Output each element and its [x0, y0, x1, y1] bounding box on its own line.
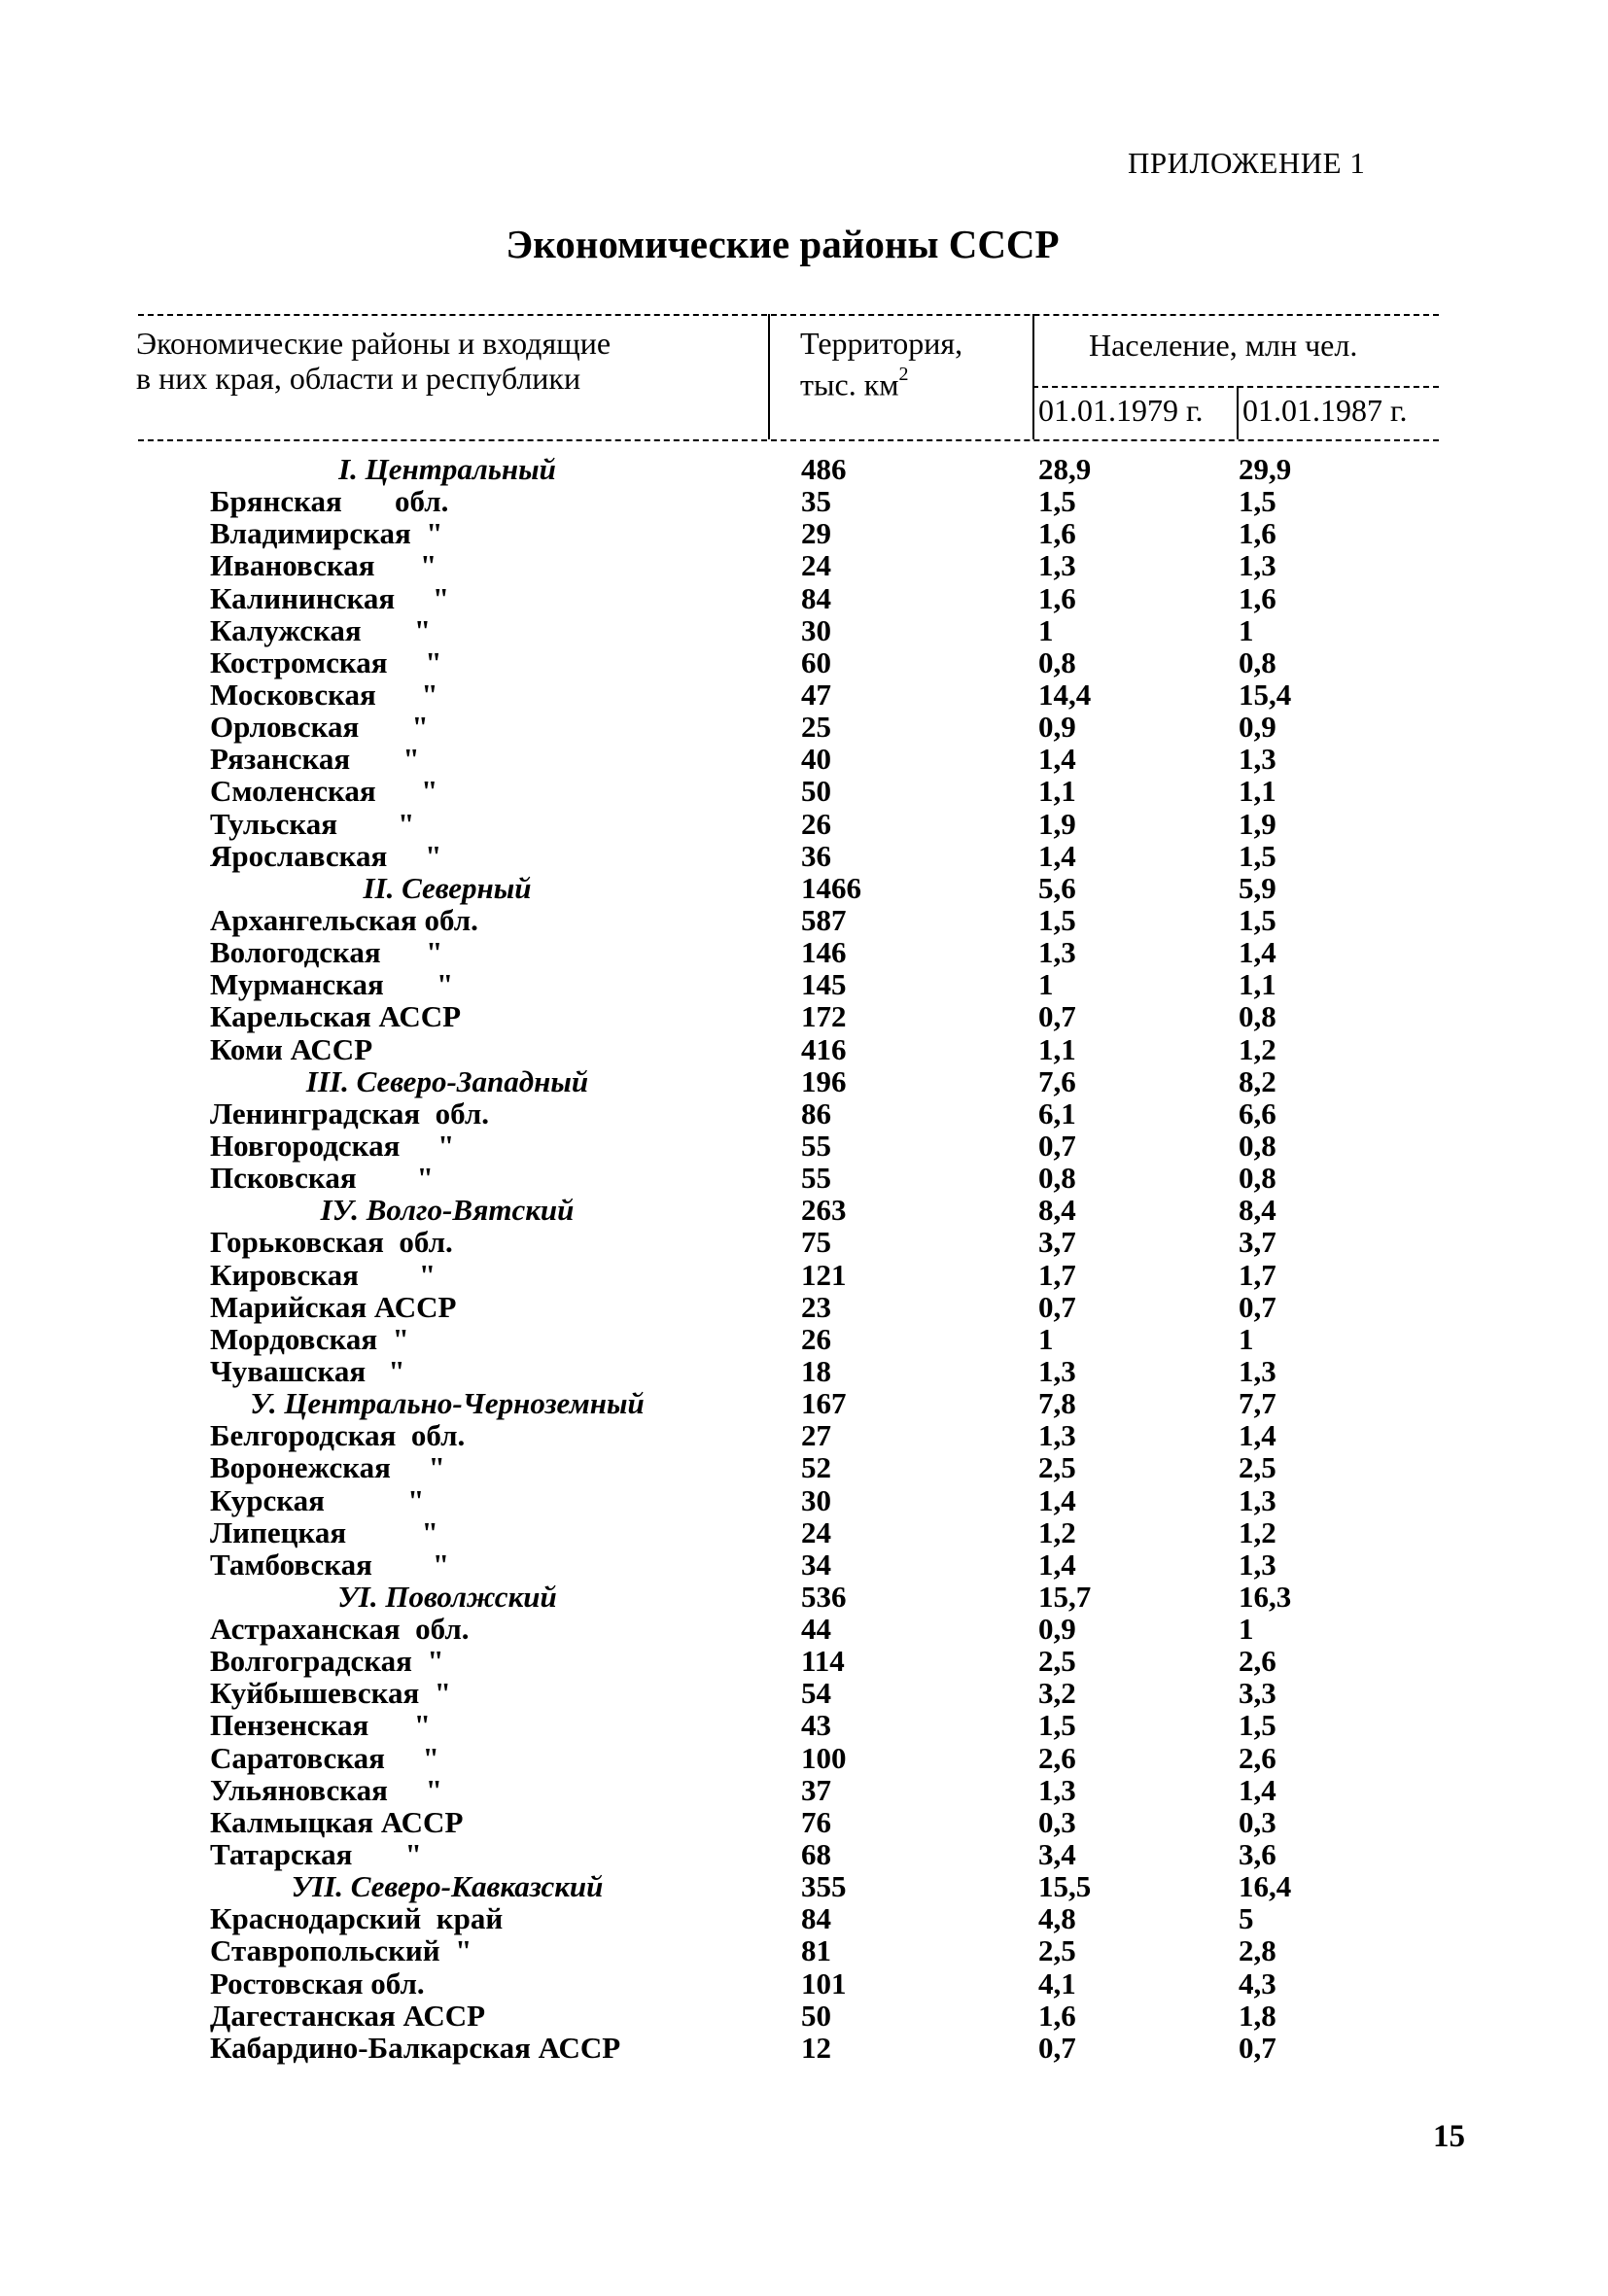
area-value: 27: [801, 1418, 831, 1453]
table-row: [0, 1613, 1608, 1645]
region-name: Калмыцкая АССР: [210, 1804, 464, 1839]
table-row: [0, 968, 1608, 1000]
area-value: 75: [801, 1225, 831, 1260]
district-row: [0, 1581, 1608, 1613]
table-row: [0, 1355, 1608, 1387]
district-row: [0, 872, 1608, 904]
population-1987: 1,1: [1239, 774, 1276, 809]
region-name: Мурманская ": [210, 967, 454, 1002]
population-1987: 3,7: [1239, 1225, 1276, 1260]
population-1979: 2,5: [1038, 1644, 1076, 1679]
table-row: [0, 582, 1608, 614]
region-name: У. Центрально-Черноземный: [250, 1386, 645, 1421]
area-value: 84: [801, 1901, 831, 1936]
region-name: Марийская АССР: [210, 1289, 457, 1324]
region-name: Калининская ": [210, 580, 450, 615]
population-1987: 1: [1239, 612, 1254, 647]
region-name: Чувашская ": [210, 1353, 405, 1388]
population-1987: 0,8: [1239, 999, 1276, 1034]
table-row: [0, 646, 1608, 678]
region-name: Ростовская обл.: [210, 1966, 425, 2000]
region-name: Кировская ": [210, 1257, 437, 1292]
area-value: 37: [801, 1772, 831, 1807]
population-1979: 0,7: [1038, 1289, 1076, 1324]
area-value: 263: [801, 1193, 847, 1228]
population-1987: 1,6: [1239, 580, 1276, 615]
area-value: 84: [801, 580, 831, 615]
region-name: Владимирская ": [210, 516, 443, 551]
header-area-sup: 2: [898, 364, 909, 385]
population-1979: 1,3: [1038, 1418, 1076, 1453]
population-1979: 3,4: [1038, 1837, 1076, 1872]
table-row: [0, 840, 1608, 872]
area-value: 47: [801, 677, 831, 712]
population-1979: 1,6: [1038, 580, 1076, 615]
table-row: [0, 1259, 1608, 1291]
population-1987: 1,3: [1239, 1547, 1276, 1582]
area-value: 1466: [801, 870, 861, 905]
table-row: [0, 1806, 1608, 1838]
table-row: [0, 1645, 1608, 1677]
population-1979: 2,5: [1038, 1450, 1076, 1485]
population-1987: 3,6: [1239, 1837, 1276, 1872]
region-name: Горьковская обл.: [210, 1225, 453, 1260]
population-1987: 1,8: [1239, 1998, 1276, 2033]
population-1987: 1,5: [1239, 902, 1276, 937]
population-1987: 0,7: [1239, 1289, 1276, 1324]
population-1979: 8,4: [1038, 1193, 1076, 1228]
area-value: 145: [801, 967, 847, 1002]
population-1979: 0,8: [1038, 1161, 1076, 1196]
population-1979: 0,9: [1038, 710, 1076, 745]
population-1979: 3,7: [1038, 1225, 1076, 1260]
population-1987: 5,9: [1239, 870, 1276, 905]
region-name: IУ. Волго-Вятский: [320, 1193, 575, 1228]
area-value: 101: [801, 1966, 847, 2000]
population-1979: 1: [1038, 1321, 1054, 1356]
population-1987: 1,5: [1239, 1708, 1276, 1743]
population-1979: 1,1: [1038, 774, 1076, 809]
district-row: [0, 453, 1608, 485]
population-1987: 16,3: [1239, 1579, 1292, 1614]
population-1979: 15,5: [1038, 1869, 1092, 1904]
population-1979: 4,8: [1038, 1901, 1076, 1936]
population-1979: 1,6: [1038, 516, 1076, 551]
table-row: [0, 485, 1608, 517]
region-name: Волгоградская ": [210, 1644, 444, 1679]
table-row: [0, 1516, 1608, 1548]
area-value: 18: [801, 1353, 831, 1388]
table-row: [0, 1226, 1608, 1258]
area-value: 26: [801, 1321, 831, 1356]
area-value: 35: [801, 484, 831, 519]
table-row: [0, 678, 1608, 711]
area-value: 30: [801, 612, 831, 647]
area-value: 50: [801, 774, 831, 809]
area-value: 86: [801, 1096, 831, 1131]
population-1987: 2,5: [1239, 1450, 1276, 1485]
population-1979: 15,7: [1038, 1579, 1092, 1614]
area-value: 55: [801, 1161, 831, 1196]
region-name: II. Северный: [363, 870, 532, 905]
population-1979: 1,3: [1038, 935, 1076, 970]
header-date-rule: [1032, 386, 1439, 388]
area-value: 486: [801, 452, 847, 486]
population-1987: 0,8: [1239, 1128, 1276, 1163]
district-row: [0, 1870, 1608, 1902]
header-area-line2: [800, 361, 962, 402]
population-1987: 8,4: [1239, 1193, 1276, 1228]
area-value: 536: [801, 1579, 847, 1614]
table-row: [0, 1451, 1608, 1483]
population-1987: 1,7: [1239, 1257, 1276, 1292]
area-value: 100: [801, 1740, 847, 1775]
area-value: 76: [801, 1804, 831, 1839]
population-1979: 0,7: [1038, 2030, 1076, 2065]
region-name: Саратовская ": [210, 1740, 439, 1775]
population-1987: 1,3: [1239, 1482, 1276, 1517]
table-row: [0, 808, 1608, 840]
population-1979: 1,5: [1038, 1708, 1076, 1743]
region-name: Московская ": [210, 677, 438, 712]
table-row: [0, 2032, 1608, 2064]
table-row: [0, 1677, 1608, 1709]
area-value: 26: [801, 806, 831, 841]
population-1987: 0,9: [1239, 710, 1276, 745]
population-1987: 0,7: [1239, 2030, 1276, 2065]
region-name: Смоленская ": [210, 774, 438, 809]
table-row: [0, 904, 1608, 936]
header-region-line2: в них края, области и республики: [136, 361, 581, 396]
population-1987: 1,4: [1239, 1772, 1276, 1807]
population-1987: 1,6: [1239, 516, 1276, 551]
population-1979: 4,1: [1038, 1966, 1076, 2000]
population-1979: 1,4: [1038, 838, 1076, 873]
region-name: Вологодская ": [210, 935, 443, 970]
header-date-1979: 01.01.1979 г.: [1038, 393, 1204, 428]
population-1979: 7,8: [1038, 1386, 1076, 1421]
table-row: [0, 936, 1608, 968]
area-value: 587: [801, 902, 847, 937]
table-row: [0, 1967, 1608, 2000]
population-1987: 1,3: [1239, 742, 1276, 777]
district-row: [0, 1387, 1608, 1419]
population-1987: 0,8: [1239, 1161, 1276, 1196]
population-1987: 1: [1239, 1321, 1254, 1356]
header-area-unit: тыс. км: [800, 366, 899, 402]
region-name: Ульяновская ": [210, 1772, 442, 1807]
table-row: [0, 711, 1608, 743]
area-value: 81: [801, 1933, 831, 1968]
population-1987: 16,4: [1239, 1869, 1292, 1904]
area-value: 30: [801, 1482, 831, 1517]
area-value: 172: [801, 999, 847, 1034]
area-value: 146: [801, 935, 847, 970]
table-row: [0, 1419, 1608, 1451]
area-value: 29: [801, 516, 831, 551]
population-1979: 0,8: [1038, 644, 1076, 679]
header-area: [800, 326, 962, 402]
population-1979: 1,9: [1038, 806, 1076, 841]
region-name: Куйбышевская ": [210, 1676, 451, 1711]
population-1987: 1,4: [1239, 935, 1276, 970]
population-1979: 0,7: [1038, 1128, 1076, 1163]
population-1979: 1,6: [1038, 1998, 1076, 2033]
population-1987: 1,2: [1239, 1514, 1276, 1549]
population-1987: 1,4: [1239, 1418, 1276, 1453]
population-1987: 1,1: [1239, 967, 1276, 1002]
table-row: [0, 1548, 1608, 1581]
page-title: Экономические районы СССР: [506, 222, 1060, 266]
population-1979: 1,4: [1038, 742, 1076, 777]
population-1979: 1: [1038, 967, 1054, 1002]
region-name: Брянская обл.: [210, 484, 449, 519]
area-value: 355: [801, 1869, 847, 1904]
table-row: [0, 1742, 1608, 1774]
population-1979: 2,5: [1038, 1933, 1076, 1968]
region-name: Ленинградская обл.: [210, 1096, 490, 1131]
table-row: [0, 775, 1608, 807]
page-number: 15: [1433, 2119, 1465, 2154]
population-1979: 28,9: [1038, 452, 1092, 486]
table-row: [0, 1033, 1608, 1065]
population-1979: 1,1: [1038, 1031, 1076, 1066]
region-name: Ставропольский ": [210, 1933, 472, 1968]
population-1987: 5: [1239, 1901, 1254, 1936]
area-value: 40: [801, 742, 831, 777]
header-area-line1: Территория,: [800, 326, 963, 361]
area-value: 114: [801, 1644, 845, 1679]
population-1979: 14,4: [1038, 677, 1092, 712]
area-value: 36: [801, 838, 831, 873]
district-row: [0, 1065, 1608, 1097]
region-name: Белгородская обл.: [210, 1418, 466, 1453]
population-1987: 2,6: [1239, 1740, 1276, 1775]
population-1987: 1,5: [1239, 838, 1276, 873]
region-name: III. Северо-Западный: [305, 1063, 589, 1098]
table-row: [0, 1323, 1608, 1355]
population-1979: 2,6: [1038, 1740, 1076, 1775]
population-1979: 0,7: [1038, 999, 1076, 1034]
population-1979: 1,4: [1038, 1482, 1076, 1517]
region-name: Воронежская ": [210, 1450, 445, 1485]
table-row: [0, 1934, 1608, 1966]
region-name: Курская ": [210, 1482, 425, 1517]
table-row: [0, 517, 1608, 549]
region-name: Астраханская обл.: [210, 1612, 470, 1647]
area-value: 196: [801, 1063, 847, 1098]
region-name: Калужская ": [210, 612, 432, 647]
region-name: Рязанская ": [210, 742, 420, 777]
area-value: 12: [801, 2030, 831, 2065]
population-1979: 1,5: [1038, 902, 1076, 937]
table-row: [0, 614, 1608, 646]
population-1979: 1,5: [1038, 484, 1076, 519]
table-row: [0, 1097, 1608, 1130]
header-date-1987: 01.01.1987 г.: [1242, 393, 1408, 428]
area-value: 24: [801, 548, 831, 583]
table-row: [0, 1162, 1608, 1194]
area-value: 52: [801, 1450, 831, 1485]
population-1979: 0,3: [1038, 1804, 1076, 1839]
population-1987: 29,9: [1239, 452, 1292, 486]
population-1979: 7,6: [1038, 1063, 1076, 1098]
table-row: [0, 1484, 1608, 1516]
population-1987: 6,6: [1239, 1096, 1276, 1131]
region-name: Ивановская ": [210, 548, 437, 583]
header-bottom-rule: [138, 439, 1439, 441]
area-value: 50: [801, 1998, 831, 2033]
appendix-label: ПРИЛОЖЕНИЕ 1: [1128, 146, 1366, 180]
population-1979: 1,2: [1038, 1514, 1076, 1549]
table-row: [0, 1709, 1608, 1741]
area-value: 43: [801, 1708, 831, 1743]
header-population: Население, млн чел.: [1089, 328, 1358, 363]
population-1979: 1,3: [1038, 1353, 1076, 1388]
region-name: Тамбовская ": [210, 1547, 450, 1582]
region-name: Новгородская ": [210, 1128, 455, 1163]
population-1987: 3,3: [1239, 1676, 1276, 1711]
region-name: Мордовская ": [210, 1321, 409, 1356]
population-1979: 1,7: [1038, 1257, 1076, 1292]
region-name: Псковская ": [210, 1161, 434, 1196]
population-1987: 1,3: [1239, 548, 1276, 583]
table-row: [0, 1000, 1608, 1032]
population-1979: 5,6: [1038, 870, 1076, 905]
region-name: Ярославская ": [210, 838, 442, 873]
population-1979: 0,9: [1038, 1612, 1076, 1647]
population-1987: 0,8: [1239, 644, 1276, 679]
table-row: [0, 1291, 1608, 1323]
population-1987: 15,4: [1239, 677, 1292, 712]
population-1987: 1: [1239, 1612, 1254, 1647]
area-value: 54: [801, 1676, 831, 1711]
region-name: Липецкая ": [210, 1514, 438, 1549]
table-row: [0, 2000, 1608, 2032]
population-1979: 6,1: [1038, 1096, 1076, 1131]
area-value: 55: [801, 1128, 831, 1163]
region-name: Архангельская обл.: [210, 902, 478, 937]
region-name: УII. Северо-Кавказский: [291, 1869, 604, 1904]
population-1987: 1,5: [1239, 484, 1276, 519]
population-1979: 1,3: [1038, 548, 1076, 583]
district-row: [0, 1194, 1608, 1226]
region-name: Татарская ": [210, 1837, 422, 1872]
area-value: 24: [801, 1514, 831, 1549]
region-name: УI. Поволжский: [337, 1579, 557, 1614]
table-row: [0, 1838, 1608, 1870]
table-row: [0, 549, 1608, 581]
area-value: 60: [801, 644, 831, 679]
region-name: Карельская АССР: [210, 999, 462, 1034]
population-1987: 1,9: [1239, 806, 1276, 841]
region-name: Костромская ": [210, 644, 442, 679]
region-name: Орловская ": [210, 710, 429, 745]
table-row: [0, 1902, 1608, 1934]
area-value: 121: [801, 1257, 847, 1292]
header-divider-region: [768, 314, 770, 439]
header-top-rule: [138, 314, 1439, 316]
region-name: Тульская ": [210, 806, 415, 841]
region-name: Пензенская ": [210, 1708, 431, 1743]
table-row: [0, 1130, 1608, 1162]
table-row: [0, 1774, 1608, 1806]
header-region-line1: Экономические районы и входящие: [136, 326, 612, 361]
population-1987: 0,3: [1239, 1804, 1276, 1839]
population-1979: 3,2: [1038, 1676, 1076, 1711]
area-value: 25: [801, 710, 831, 745]
population-1987: 2,8: [1239, 1933, 1276, 1968]
area-value: 34: [801, 1547, 831, 1582]
table-body: [0, 453, 1608, 2064]
population-1987: 8,2: [1239, 1063, 1276, 1098]
header-divider-area: [1032, 314, 1034, 439]
region-name: Кабардино-Балкарская АССР: [210, 2030, 621, 2065]
population-1987: 7,7: [1239, 1386, 1276, 1421]
region-name: I. Центральный: [338, 452, 556, 486]
population-1987: 1,3: [1239, 1353, 1276, 1388]
population-1987: 1,2: [1239, 1031, 1276, 1066]
region-name: Коми АССР: [210, 1031, 373, 1066]
header-region: [136, 326, 611, 396]
area-value: 23: [801, 1289, 831, 1324]
region-name: Краснодарский край: [210, 1901, 504, 1936]
population-1979: 1,4: [1038, 1547, 1076, 1582]
area-value: 416: [801, 1031, 847, 1066]
area-value: 167: [801, 1386, 847, 1421]
header-divider-dates: [1237, 386, 1239, 439]
table-row: [0, 743, 1608, 775]
area-value: 68: [801, 1837, 831, 1872]
population-1979: 1: [1038, 612, 1054, 647]
area-value: 44: [801, 1612, 831, 1647]
region-name: Дагестанская АССР: [210, 1998, 486, 2033]
population-1987: 4,3: [1239, 1966, 1276, 2000]
population-1987: 2,6: [1239, 1644, 1276, 1679]
population-1979: 1,3: [1038, 1772, 1076, 1807]
